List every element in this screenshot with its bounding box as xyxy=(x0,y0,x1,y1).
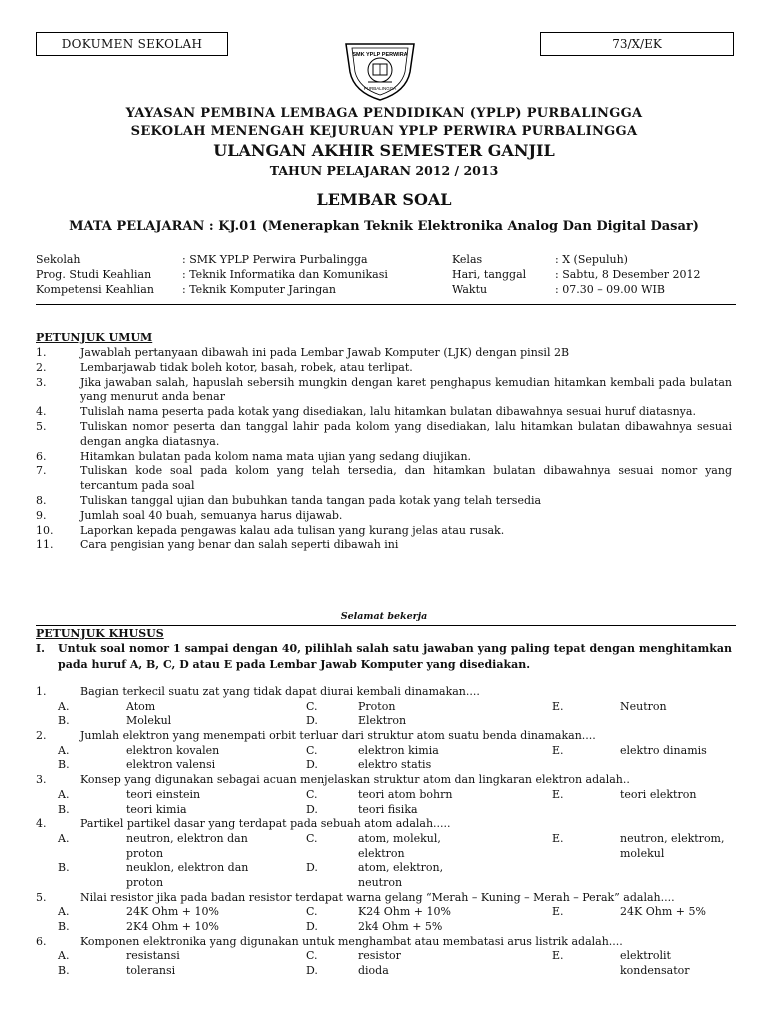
option-row xyxy=(36,847,736,862)
info-value: : Teknik Informatika dan Komunikasi xyxy=(182,268,388,281)
option-letter: A. xyxy=(58,905,70,919)
option-text: molekul xyxy=(620,846,665,860)
option-letter: B. xyxy=(58,802,70,816)
general-instructions-title: PETUNJUK UMUM xyxy=(36,331,153,344)
instruction-text: Jawablah pertanyaan dibawah ini pada Lembar Jawab Komputer (LJK) dengan pinsil 2B xyxy=(80,346,570,359)
academic-year: TAHUN PELAJARAN 2012 / 2013 xyxy=(269,163,499,178)
good-luck-text: Selamat bekerja xyxy=(340,611,428,622)
option-letter: A. xyxy=(58,787,70,801)
option-letter: C. xyxy=(306,743,318,757)
instruction-number: 10. xyxy=(36,523,54,537)
option-text: resistansi xyxy=(126,949,180,963)
info-label: Hari, tanggal xyxy=(452,268,527,281)
option-letter: A. xyxy=(58,949,70,963)
info-left-labels xyxy=(36,252,154,297)
option-letter: E. xyxy=(552,905,564,919)
option-row xyxy=(36,788,736,803)
option-row xyxy=(36,758,736,773)
option-letter: D. xyxy=(306,758,318,772)
option-row xyxy=(36,876,736,891)
option-row xyxy=(36,803,736,818)
instruction-text: Jumlah soal 40 buah, semuanya harus dijawab. xyxy=(80,508,343,522)
option-text: elektro statis xyxy=(358,758,432,772)
question-number: 3. xyxy=(36,773,47,787)
instruction-item xyxy=(36,361,732,376)
instruction-item xyxy=(36,509,732,524)
instruction-number: 8. xyxy=(36,493,47,507)
school-name: SEKOLAH MENENGAH KEJURUAN YPLP PERWIRA PURBALINGGA xyxy=(130,124,638,139)
option-letter: C. xyxy=(306,905,318,919)
option-text: atom, elektron, xyxy=(358,861,444,875)
option-text: Elektron xyxy=(358,714,407,728)
instruction-item xyxy=(36,494,732,509)
option-letter: E. xyxy=(552,831,564,845)
question-stem xyxy=(36,891,736,906)
instruction-item xyxy=(36,420,732,450)
question-number: 1. xyxy=(36,685,47,698)
divider xyxy=(36,304,736,305)
option-text: teori kimia xyxy=(126,802,187,816)
question-stem xyxy=(36,729,736,744)
instruction-number: 7. xyxy=(36,464,47,478)
special-instructions-text xyxy=(36,641,732,672)
instruction-text: Tulislah nama peserta pada kotak yang disediakan, lalu hitamkan bulatan dibawahnya sesuai huruf diatasnya. xyxy=(80,405,696,419)
document-label-box: DOKUMEN SEKOLAH xyxy=(36,32,228,56)
instruction-number: 4. xyxy=(36,405,47,419)
info-value: : SMK YPLP Perwira Purbalingga xyxy=(182,253,368,266)
option-text: 24K Ohm + 5% xyxy=(620,905,706,919)
instruction-item xyxy=(36,538,732,553)
option-row xyxy=(36,964,736,979)
question-text: Jumlah elektron yang menempati orbit terluar dari struktur atom suatu benda dinamakan.... xyxy=(80,729,596,743)
instruction-text: Tuliskan tanggal ujian dan bubuhkan tanda tangan pada kotak yang telah tersedia xyxy=(80,493,542,507)
emblem-top-text: SMK YPLP PERWIRA xyxy=(352,52,408,58)
option-text: Proton xyxy=(358,699,396,713)
option-row xyxy=(36,949,736,964)
option-text: dioda xyxy=(358,964,389,978)
foundation-name: YAYASAN PEMBINA LEMBAGA PENDIDIKAN (YPLP) PURBALINGGA xyxy=(125,106,643,121)
option-row xyxy=(36,861,736,876)
option-text: 2K4 Ohm + 10% xyxy=(126,920,219,933)
document-code-box: 73/X/EK xyxy=(540,32,734,56)
option-text: toleransi xyxy=(126,964,176,978)
general-instructions-list xyxy=(36,346,732,553)
option-letter: A. xyxy=(58,831,70,845)
instruction-number: 9. xyxy=(36,508,47,522)
instruction-text: Tuliskan kode soal pada kolom yang telah tersedia, dan hitamkan bulatan dibawahnya sesuai nomor yang tercantum pada soal xyxy=(80,464,732,493)
question-text: Komponen elektronika yang digunakan untuk menghambat atau membatasi arus listrik adalah.... xyxy=(80,934,623,948)
subject-title: MATA PELAJARAN : KJ.01 (Menerapkan Teknik Elektronika Analog Dan Digital Dasar) xyxy=(69,219,699,234)
option-text: elektrolit xyxy=(620,949,671,963)
info-right-labels xyxy=(452,252,526,297)
option-text: Atom xyxy=(126,699,156,713)
option-letter: B. xyxy=(58,758,70,772)
instruction-item xyxy=(36,376,732,406)
option-row xyxy=(36,714,736,729)
option-text: Molekul xyxy=(126,714,172,728)
instruction-number: 11. xyxy=(36,538,54,552)
option-letter: A. xyxy=(58,699,70,713)
emblem-bottom-text: PURBALINGGA xyxy=(363,86,397,91)
option-text: 24K Ohm + 10% xyxy=(126,905,219,919)
option-text: proton xyxy=(126,875,164,889)
instruction-number: 3. xyxy=(36,375,47,389)
option-letter: C. xyxy=(306,699,318,713)
question-text: Partikel partikel dasar yang terdapat pada sebuah atom adalah..... xyxy=(80,817,451,831)
info-value: : Teknik Komputer Jaringan xyxy=(182,283,336,296)
option-text: elektron kimia xyxy=(358,743,439,757)
option-text: proton xyxy=(126,846,164,860)
option-text: atom, molekul, xyxy=(358,831,441,845)
special-instructions-title: PETUNJUK KHUSUS xyxy=(36,627,164,640)
school-emblem-icon xyxy=(340,38,420,102)
question-number: 4. xyxy=(36,817,47,831)
info-left-values xyxy=(182,252,388,297)
question-stem xyxy=(36,773,736,788)
option-letter: D. xyxy=(306,861,318,875)
option-letter: C. xyxy=(306,787,318,801)
option-letter: D. xyxy=(306,964,318,978)
option-text: teori elektron xyxy=(620,787,697,801)
instruction-body: Untuk soal nomor 1 sampai dengan 40, pilihlah salah satu jawaban yang paling tepat dengan menghitamkan pada huruf A, B, C, D atau E pada Lembar Jawab Komputer yang disediakan. xyxy=(58,642,732,671)
instruction-text: Hitamkan bulatan pada kolom nama mata ujian yang sedang diujikan. xyxy=(80,449,472,463)
option-row xyxy=(36,905,736,920)
question-number: 2. xyxy=(36,729,47,743)
option-text: Neutron xyxy=(620,699,667,713)
instruction-number: I. xyxy=(36,642,45,655)
option-letter: B. xyxy=(58,861,70,875)
question-text: Nilai resistor jika pada badan resistor terdapat warna gelang “Merah – Kuning – Merah – Perak” adalah.... xyxy=(80,890,675,904)
instruction-item xyxy=(36,450,732,465)
instruction-text: Jika jawaban salah, hapuslah sebersih mungkin dengan karet penghapus kemudian hitamkan kembali pada bulatan yang menurut anda benar xyxy=(80,375,732,404)
question-text: Konsep yang digunakan sebagai acuan menjelaskan struktur atom dan lingkaran elektron adalah.. xyxy=(80,773,630,787)
option-text: teori atom bohrn xyxy=(358,787,453,801)
question-number: 6. xyxy=(36,934,47,948)
instruction-item xyxy=(36,524,732,539)
option-text: elektron xyxy=(358,846,405,860)
option-letter: E. xyxy=(552,787,564,801)
instruction-item xyxy=(36,405,732,420)
option-letter: B. xyxy=(58,714,70,728)
divider xyxy=(36,625,736,626)
option-letter: C. xyxy=(306,949,318,963)
option-text: K24 Ohm + 10% xyxy=(358,905,451,919)
instruction-number: 2. xyxy=(36,360,47,374)
option-text: elektron kovalen xyxy=(126,743,220,757)
info-value: : X (Sepuluh) xyxy=(555,253,628,266)
option-letter: E. xyxy=(552,743,564,757)
question-stem xyxy=(36,817,736,832)
instruction-number: 6. xyxy=(36,449,47,463)
info-label: Sekolah xyxy=(36,253,81,266)
instruction-item xyxy=(36,346,732,361)
info-label: Prog. Studi Keahlian xyxy=(36,268,152,281)
option-text: neutron, elektrom, xyxy=(620,831,725,845)
info-value: : 07.30 – 09.00 WIB xyxy=(555,283,665,296)
option-letter: B. xyxy=(58,964,70,978)
option-text: teori fisika xyxy=(358,802,418,816)
question-stem xyxy=(36,935,736,950)
option-letter: C. xyxy=(306,831,318,845)
option-text: elektron valensi xyxy=(126,758,216,772)
option-row xyxy=(36,920,736,935)
option-text: resistor xyxy=(358,949,401,963)
option-row xyxy=(36,744,736,759)
instruction-item xyxy=(36,464,732,494)
instruction-number: 1. xyxy=(36,346,47,359)
info-right-values xyxy=(555,252,701,297)
option-text: neuklon, elektron dan xyxy=(126,861,249,875)
option-text: neutron xyxy=(358,875,403,889)
info-label: Waktu xyxy=(452,283,488,296)
exam-title: ULANGAN AKHIR SEMESTER GANJIL xyxy=(213,141,555,160)
instruction-text: Laporkan kepada pengawas kalau ada tulisan yang kurang jelas atau rusak. xyxy=(80,523,505,537)
option-letter: B. xyxy=(58,920,70,933)
option-letter: E. xyxy=(552,699,564,713)
info-label: Kelas xyxy=(452,253,483,266)
option-row xyxy=(36,832,736,847)
info-label: Kompetensi Keahlian xyxy=(36,283,154,296)
question-stem xyxy=(36,685,736,700)
option-letter: A. xyxy=(58,743,70,757)
instruction-text: Tuliskan nomor peserta dan tanggal lahir pada kolom yang disediakan, lalu hitamkan bulatan dibawahnya sesuai dengan angka diatasnya. xyxy=(80,419,732,448)
question-number: 5. xyxy=(36,890,47,904)
option-text: elektro dinamis xyxy=(620,743,707,757)
option-letter: D. xyxy=(306,714,318,728)
option-text: kondensator xyxy=(620,964,690,978)
option-letter: E. xyxy=(552,949,564,963)
option-letter: D. xyxy=(306,802,318,816)
instruction-text: Lembarjawab tidak boleh kotor, basah, robek, atau terlipat. xyxy=(80,360,413,374)
option-row xyxy=(36,700,736,715)
option-text: 2k4 Ohm + 5% xyxy=(358,920,443,933)
option-letter: D. xyxy=(306,920,318,933)
question-list xyxy=(36,685,736,979)
question-text: Bagian terkecil suatu zat yang tidak dapat diurai kembali dinamakan.... xyxy=(80,685,480,698)
option-text: teori einstein xyxy=(126,787,201,801)
info-value: : Sabtu, 8 Desember 2012 xyxy=(555,268,701,281)
instruction-text: Cara pengisian yang benar dan salah seperti dibawah ini xyxy=(80,538,399,552)
option-text: neutron, elektron dan xyxy=(126,831,248,845)
instruction-number: 5. xyxy=(36,419,47,433)
sheet-title: LEMBAR SOAL xyxy=(316,190,452,209)
